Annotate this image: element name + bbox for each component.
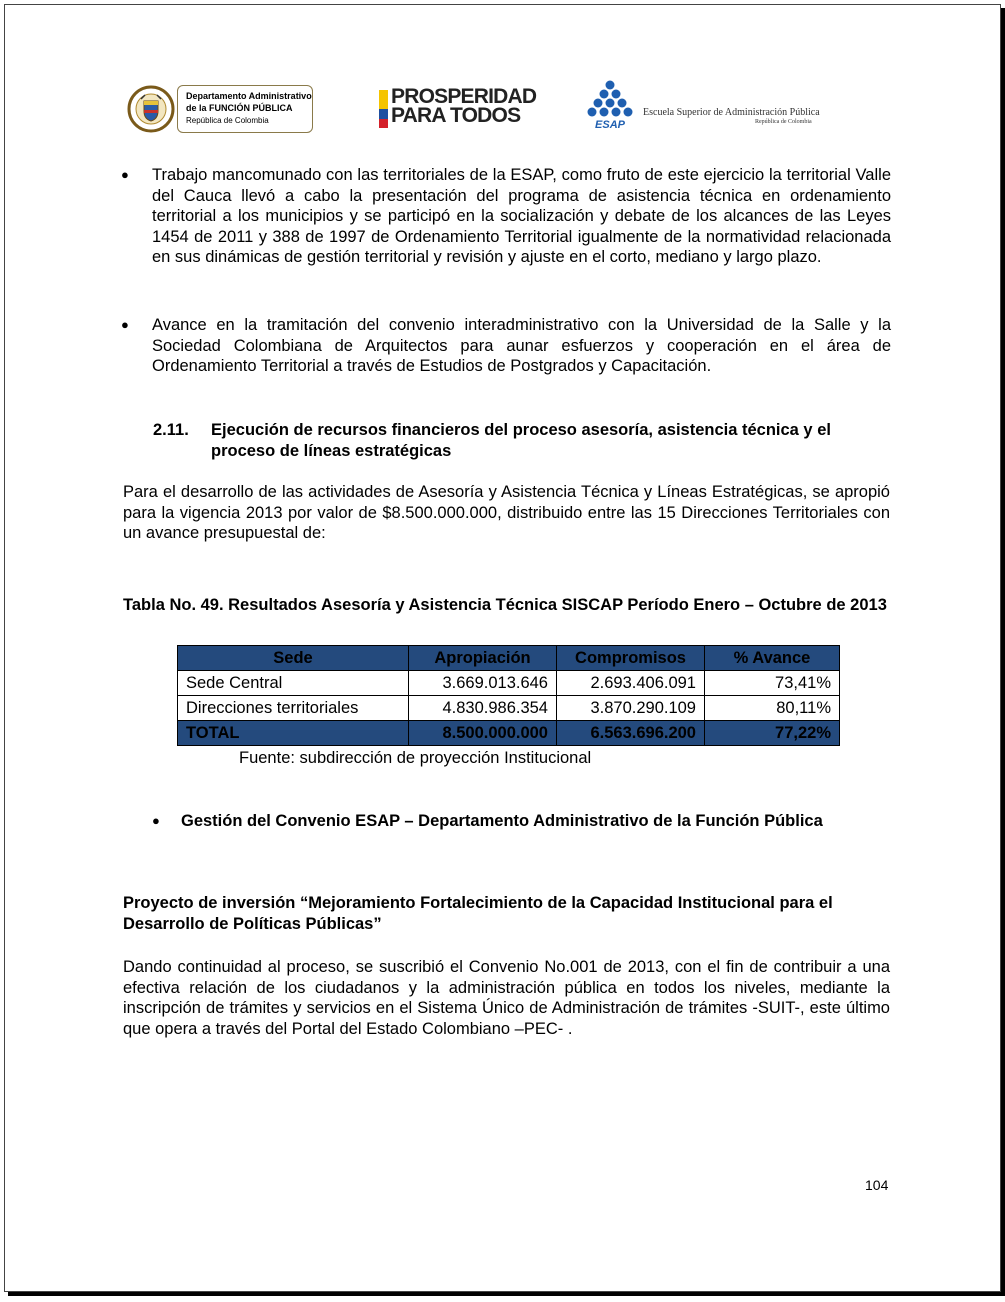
column-header: Sede: [178, 646, 409, 671]
table-cell: 77,22%: [705, 721, 840, 746]
table-row: [178, 696, 840, 721]
section-heading: [153, 420, 893, 461]
table-cell: 3.669.013.646: [409, 671, 557, 696]
table-cell: Direcciones territoriales: [178, 696, 409, 721]
results-table: [177, 645, 840, 746]
dafp-name-line2: de la FUNCIÓN PÚBLICA: [186, 103, 293, 113]
prosperidad-line1: PROSPERIDAD: [391, 85, 537, 108]
coat-of-arms-icon: [127, 85, 175, 133]
column-header: Apropiación: [409, 646, 557, 671]
list-item: [121, 165, 891, 268]
page-header: [125, 77, 825, 137]
section-number: 2.11.: [153, 421, 189, 439]
table-cell: 73,41%: [705, 671, 840, 696]
closing-paragraph: Dando continuidad al proceso, se suscribió el Convenio No.001 de 2013, con el fin de contribuir a una efectiva relación de los ciudadanos y la administración pública en todos los niveles, mediante la inscripción de trámites y servicios en el Sistema Único de Administración de trámites -SUIT-, este último que opera a través del Portal del Estado Colombiano –PEC- .: [123, 958, 890, 1038]
prosperidad-line2: PARA TODOS: [391, 104, 521, 127]
table-row: [178, 671, 840, 696]
document-page: [4, 4, 1001, 1292]
bullet-text: Gestión del Convenio ESAP – Departamento Administrativo de la Función Pública: [181, 812, 823, 830]
prosperidad-logo: [379, 85, 537, 131]
page-number: 104: [865, 1177, 889, 1193]
dafp-label-box: [177, 85, 313, 133]
table-cell: 4.830.986.354: [409, 696, 557, 721]
dafp-country: República de Colombia: [186, 116, 269, 125]
table-cell: 8.500.000.000: [409, 721, 557, 746]
dafp-name-line1: Departamento Administrativo: [186, 91, 312, 101]
esap-logo: [583, 77, 820, 137]
esap-subname: República de Colombia: [755, 119, 812, 125]
esap-logo-text: ESAP: [595, 119, 625, 131]
column-header: % Avance: [705, 646, 840, 671]
table-cell: 3.870.290.109: [557, 696, 705, 721]
section-title: Ejecución de recursos financieros del proceso asesoría, asistencia técnica y el proceso de líneas estratégicas: [211, 421, 831, 460]
table-cell: 6.563.696.200: [557, 721, 705, 746]
flag-stripe-icon: [379, 90, 388, 128]
table-cell: Sede Central: [178, 671, 409, 696]
prosperidad-text: [391, 87, 536, 125]
dafp-logo: [125, 83, 317, 135]
list-item: [121, 315, 891, 377]
table-cell: 80,11%: [705, 696, 840, 721]
bullet-text: Avance en la tramitación del convenio interadministrativo con la Universidad de la Salle y la Sociedad Colombiana de Arquitectos para aunar esfuerzos y cooperación en el área de Ordenamiento Territorial a través de Estudios de Postgrados y Capacitación.: [152, 316, 891, 375]
table-header-row: [178, 646, 840, 671]
esap-dots-icon: [583, 79, 637, 131]
esap-name: Escuela Superior de Administración Pública: [643, 107, 820, 118]
column-header: Compromisos: [557, 646, 705, 671]
bullet-icon: ●: [152, 813, 160, 828]
project-heading: Proyecto de inversión “Mejoramiento Fortalecimiento de la Capacidad Institucional para el Desarrollo de Políticas Públicas”: [123, 894, 833, 933]
bullet-icon: ●: [121, 317, 129, 332]
table-source: Fuente: subdirección de proyección Institucional: [239, 749, 592, 767]
bullet-icon: ●: [121, 167, 129, 182]
list-item: [152, 811, 912, 832]
table-total-row: [178, 721, 840, 746]
table-cell: TOTAL: [178, 721, 409, 746]
intro-paragraph: Para el desarrollo de las actividades de Asesoría y Asistencia Técnica y Líneas Estratégicas, se apropió para la vigencia 2013 por valor de $8.500.000.000, distribuido entre las 15 Direcciones Territoriales con un avance presupuestal de:: [123, 483, 890, 542]
bullet-text: Trabajo mancomunado con las territoriales de la ESAP, como fruto de este ejercicio la territorial Valle del Cauca llevó a cabo la presentación del programa de asistencia técnica en ordenamiento territorial a los municipios y se participó en la socialización y debate de los alcances de las Leyes 1454 de 2011 y 388 de 1997 de Ordenamiento Territorial igualmente de la normatividad relacionada en sus dinámicas de gestión territorial y revisión y ajuste en el corto, mediano y largo plazo.: [152, 166, 891, 266]
table-cell: 2.693.406.091: [557, 671, 705, 696]
table-title: Tabla No. 49. Resultados Asesoría y Asistencia Técnica SISCAP Período Enero – Octubre de 2013: [123, 596, 887, 614]
